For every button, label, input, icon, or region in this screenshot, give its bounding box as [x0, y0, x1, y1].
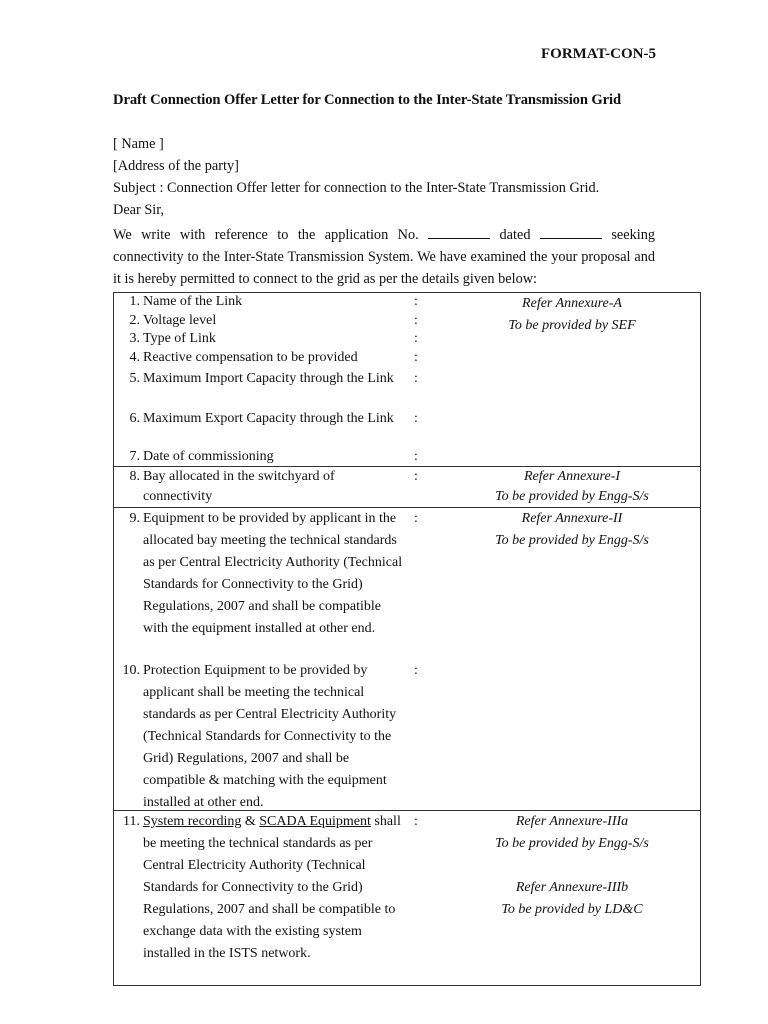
section-4-colon: :: [414, 814, 418, 829]
provider: To be provided by SEF: [508, 318, 636, 333]
provider: To be provided by Engg-S/s: [495, 836, 649, 851]
provider: To be provided by Engg-S/s: [495, 533, 649, 548]
subject-line: Subject : Connection Offer letter for connection to the Inter-State Transmission Grid.: [113, 180, 600, 196]
spacer: [444, 855, 700, 877]
body-part-3: seeking connectivity to the Inter-State Transmission System. We have examined the your proposal and it is hereby permitted to connect to the grid as per the details given below:: [113, 227, 656, 287]
table-row: 4. Reactive compensation to be provided: [129, 349, 358, 365]
table-row: 3. Type of Link: [129, 331, 216, 347]
table-row: 8. Bay allocated in the switchyard of connectivity: [129, 469, 335, 504]
section-2-value: [444, 467, 700, 507]
annexure-ref: Refer Annexure-IIIa: [515, 814, 629, 829]
table-row: 1. Name of the Link: [129, 294, 243, 309]
annexure-ref: Refer Annexure-A: [522, 296, 622, 311]
table-row: 10. Protection Equipment to be provided by applicant shall be meeting the technical standards as per Central Electricity Authority (Technical Standards for Connectivity to the Grid) Regulations, 2007 and shall be compatible & matching with the equipment installed at other end.: [122, 663, 397, 810]
annexure-ref: Refer Annexure-I: [523, 469, 620, 484]
section-3-items: [114, 508, 414, 814]
address-placeholder: [Address of the party]: [113, 158, 239, 174]
table-row: 5. Maximum Import Capacity through the Link: [129, 370, 394, 386]
table-row: 6. Maximum Export Capacity through the Link: [129, 410, 394, 426]
table-section-1: [114, 293, 700, 466]
table-row: 9. Equipment to be provided by applicant in the allocated bay meeting the technical standards as per Central Electricity Authority (Technical Standards for Connectivity to the Grid) Regulations, 2007 and shall be compatible with the equipment installed at other end.: [129, 511, 403, 636]
section-1-items: [114, 293, 414, 466]
name-placeholder: [ Name ]: [113, 136, 164, 152]
body-paragraph: [113, 224, 655, 290]
table-section-2: [114, 466, 700, 507]
table-row: 11. System recording & SCADA Equipment shall be meeting the technical standards as per Central Electricity Authority (Technical Standards for Connectivity to the Grid) Regulations, 2007 and shall be compatible to exchange data with the existing system installed in the ISTS network.: [123, 814, 401, 961]
application-date-blank: [540, 226, 602, 239]
section-3-value: [444, 508, 700, 814]
document-title: Draft Connection Offer Letter for Connection to the Inter-State Transmission Grid: [113, 92, 622, 108]
table-section-4: [114, 810, 700, 985]
provider: To be provided by LD&C: [501, 902, 643, 917]
table-section-3: [114, 507, 700, 810]
annexure-ref: Refer Annexure-IIIb: [515, 880, 629, 895]
section-4-items: [114, 811, 414, 965]
section-3-colons: : :: [414, 511, 418, 678]
section-1-colons: : : : : : : :: [414, 294, 418, 464]
annexure-ref: Refer Annexure-II: [521, 511, 623, 526]
table-row: 7. Date of commissioning: [129, 448, 274, 464]
provider: To be provided by Engg-S/s: [495, 489, 649, 504]
section-1-value: [444, 293, 700, 466]
salutation: Dear Sir,: [113, 202, 165, 218]
body-part-1: We write with reference to the application No.: [113, 227, 419, 243]
section-4-value: [444, 811, 700, 965]
body-part-2: dated: [499, 227, 531, 243]
section-2-items: [114, 467, 414, 507]
format-code: FORMAT-CON-5: [541, 46, 656, 62]
connection-details-table: [113, 292, 701, 986]
table-row: 2. Voltage level: [129, 312, 217, 328]
application-number-blank: [428, 226, 490, 239]
section-2-colon: :: [414, 469, 418, 484]
